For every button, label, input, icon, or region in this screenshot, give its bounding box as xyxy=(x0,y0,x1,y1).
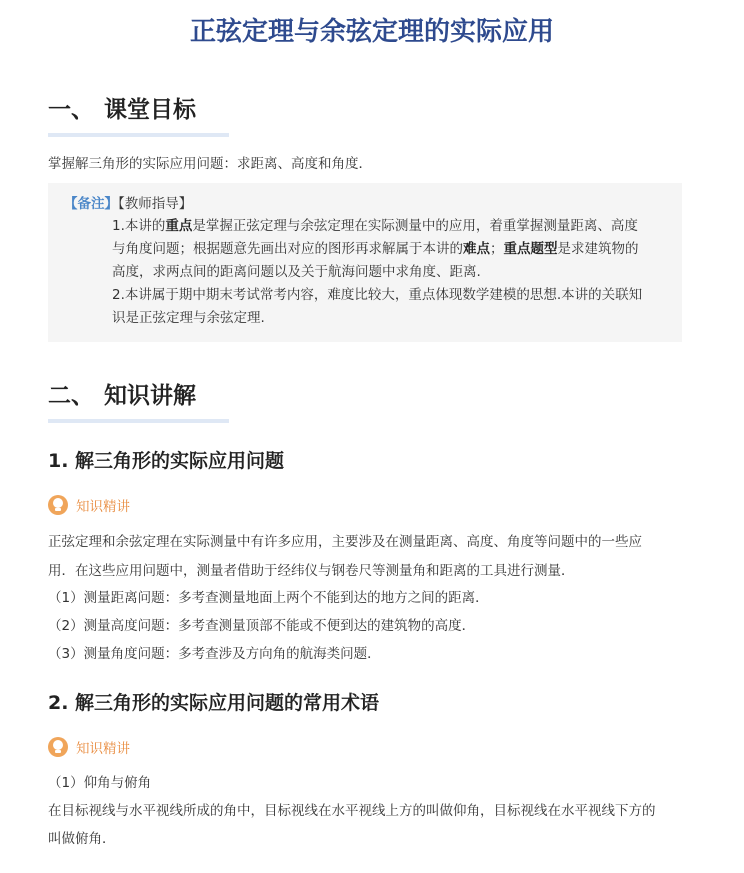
body-text: 叫做俯角． xyxy=(48,831,116,847)
subsection-heading-1: 1. 解三角形的实际应用问题 xyxy=(48,450,285,472)
list-item: （3）测量角度问题：多考查涉及方向角的航海类问题． xyxy=(48,646,381,662)
note-emphasis: 难点 xyxy=(463,241,490,257)
note-text: 是求建筑物的 xyxy=(557,241,639,257)
note-box xyxy=(48,183,682,342)
note-header xyxy=(64,193,666,215)
section-title: 知识讲解 xyxy=(104,383,196,409)
heading-underline xyxy=(48,133,229,137)
lightbulb-icon xyxy=(48,495,68,515)
note-text: 与角度问题；根据题意先画出对应的图形再求解属于本讲的 xyxy=(112,241,463,257)
subsection-heading-2: 2. 解三角形的实际应用问题的常用术语 xyxy=(48,692,380,714)
note-text: 是掌握正弦定理与余弦定理在实际测量中的应用，着重掌握测量距离、高度 xyxy=(192,218,638,234)
note-emphasis: 重点题型 xyxy=(503,241,558,257)
note-line xyxy=(112,215,666,238)
lightbulb-icon xyxy=(48,737,68,757)
body-text: 在目标视线与水平视线所成的角中，目标视线在水平视线上方的叫做仰角，目标视线在水平视线下方的 xyxy=(48,803,656,819)
note-line: 2.本讲属于期中期末考试常考内容，难度比较大，重点体现数学建模的思想.本讲的关联知 xyxy=(112,287,643,303)
section-number: 二、 xyxy=(48,383,94,409)
note-body xyxy=(64,215,666,330)
heading-underline xyxy=(48,419,229,423)
section-heading-knowledge xyxy=(48,381,196,411)
section-heading-goals xyxy=(48,95,196,125)
list-item: （1）测量距离问题：多考查测量地面上两个不能到达的地方之间的距离． xyxy=(48,590,489,606)
note-text: 1.本讲的 xyxy=(112,218,166,234)
note-title: 【教师指导】 xyxy=(118,196,193,212)
knowledge-point-label xyxy=(48,736,130,758)
list-item: （2）测量高度问题：多考查测量顶部不能或不便到达的建筑物的高度． xyxy=(48,618,476,634)
note-line: 高度，求两点间的距离问题以及关于航海问题中求角度、距离. xyxy=(112,264,481,280)
note-line xyxy=(112,238,666,261)
section-title: 课堂目标 xyxy=(104,97,196,123)
body-text: 用．在这些应用问题中，测量者借助于经纬仪与钢卷尺等测量角和距离的工具进行测量． xyxy=(48,563,575,579)
page-title: 正弦定理与余弦定理的实际应用 xyxy=(189,17,554,47)
note-emphasis: 重点 xyxy=(165,218,193,234)
knowledge-point-text: 知识精讲 xyxy=(76,741,130,757)
note-text: ； xyxy=(490,241,504,257)
list-item: （1）仰角与俯角 xyxy=(48,775,152,791)
knowledge-point-text: 知识精讲 xyxy=(76,499,130,515)
body-text: 正弦定理和余弦定理在实际测量中有许多应用，主要涉及在测量距离、高度、角度等问题中的一些应 xyxy=(48,534,642,550)
note-tag: 【备注】 xyxy=(64,196,118,212)
goal-text: 掌握解三角形的实际应用问题：求距离、高度和角度． xyxy=(48,156,372,172)
section-number: 一、 xyxy=(48,97,94,123)
note-line: 识是正弦定理与余弦定理. xyxy=(112,310,265,326)
knowledge-point-label xyxy=(48,494,130,516)
